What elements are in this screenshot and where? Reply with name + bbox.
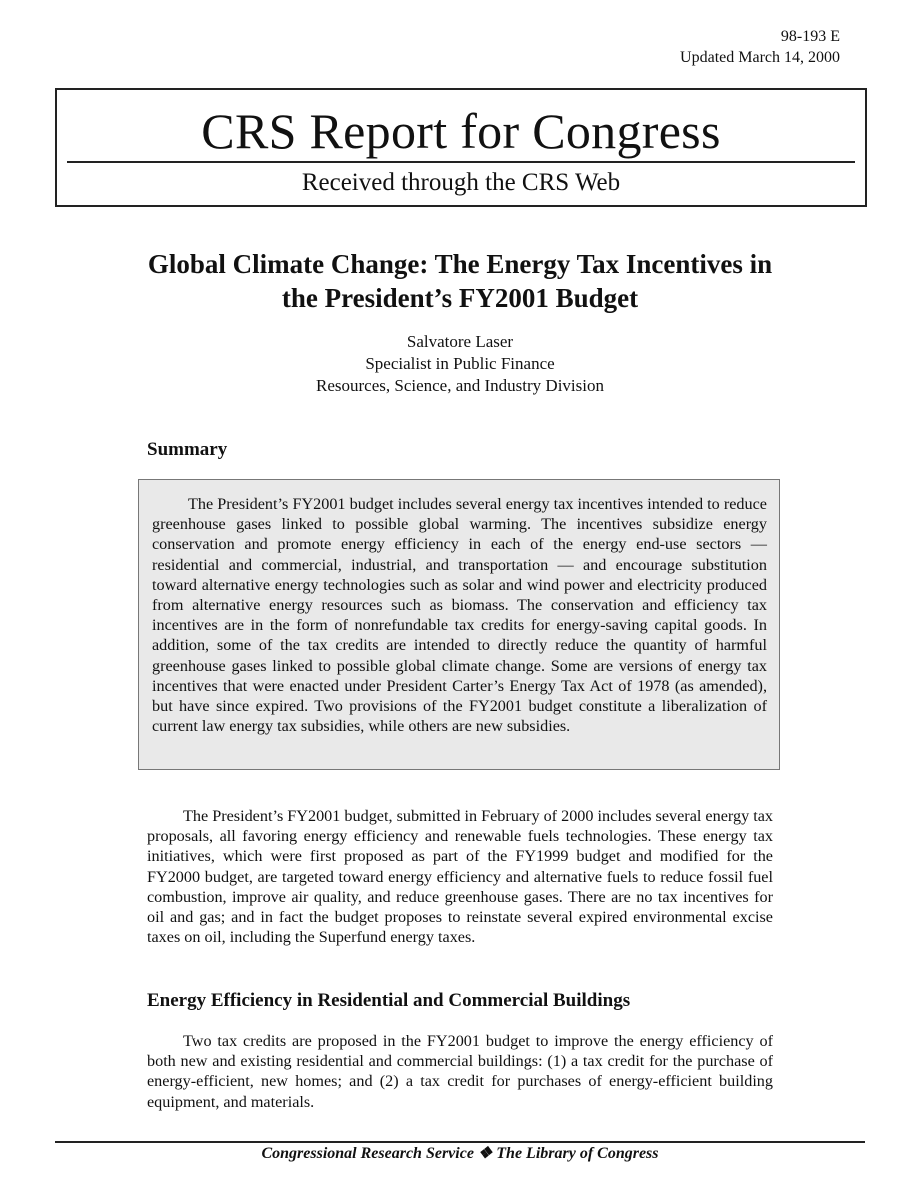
author-title: Specialist in Public Finance (365, 354, 555, 373)
intro-paragraph-block (147, 806, 773, 947)
report-number: 98-193 E (780, 28, 840, 45)
author-division: Resources, Science, and Industry Division (316, 376, 604, 395)
intro-paragraph: The President’s FY2001 budget, submitted in February of 2000 includes several energy tax proposals, all favoring energy efficiency and renewable fuels technologies. These energy tax initiatives, which were first proposed as part of the FY1999 budget and modified for the FY2000 budget, are targeted toward energy efficiency and alternative fuels to reduce fossil fuel combustion, improve air quality, and reduce greenhouse gases. There are no tax incentives for oil and gas; and in fact the budget proposes to reinstate several expired environmental excise taxes on oil, including the Superfund energy taxes. (147, 807, 773, 947)
footer-text: Congressional Research Service ❖ The Library of Congress (261, 1145, 659, 1162)
author-name: Salvatore Laser (406, 332, 514, 351)
summary-heading: Summary (147, 439, 228, 460)
banner-title: CRS Report for Congress (201, 103, 721, 159)
banner-divider (67, 161, 855, 163)
document-title: Global Climate Change: The Energy Tax Incentives in the President’s FY2001 Budget (147, 249, 773, 313)
section-heading: Energy Efficiency in Residential and Commercial Buildings (147, 990, 631, 1011)
crs-banner (55, 88, 867, 207)
banner-subtitle: Received through the CRS Web (301, 169, 621, 196)
report-identifier (680, 26, 840, 68)
section-paragraph-block (147, 1031, 773, 1112)
section-paragraph: Two tax credits are proposed in the FY2001 budget to improve the energy efficiency of both new and existing residential and commercial buildings: (1) a tax credit for the purchase of energy-efficient, new homes; and (2) a tax credit for purchases of energy-efficient building equipment, and materials. (147, 1032, 773, 1111)
footer-divider (55, 1141, 865, 1143)
author-block (140, 331, 780, 397)
updated-date: Updated March 14, 2000 (680, 49, 840, 66)
summary-box (138, 479, 780, 770)
summary-text: The President’s FY2001 budget includes several energy tax incentives intended to reduce greenhouse gases linked to possible global warming. The incentives subsidize energy conservation and promote energy efficiency in each of the energy end-use sectors — residential and commercial, industrial, and transportation — and encourage substitution toward alternative energy technologies such as solar and wind power and electricity produced from alternative energy resources such as biomass. The conservation and efficiency tax incentives are in the form of nonrefundable tax credits for energy-saving capital goods. In addition, some of the tax credits are intended to directly reduce the quantity of harmful greenhouse gases linked to possible global climate change. Some are versions of energy tax incentives that were enacted under President Carter’s Energy Tax Act of 1978 (as amended), but have since expired. Two provisions of the FY2001 budget constitute a liberalization of current law energy tax subsidies, while others are new subsidies. (152, 495, 767, 736)
